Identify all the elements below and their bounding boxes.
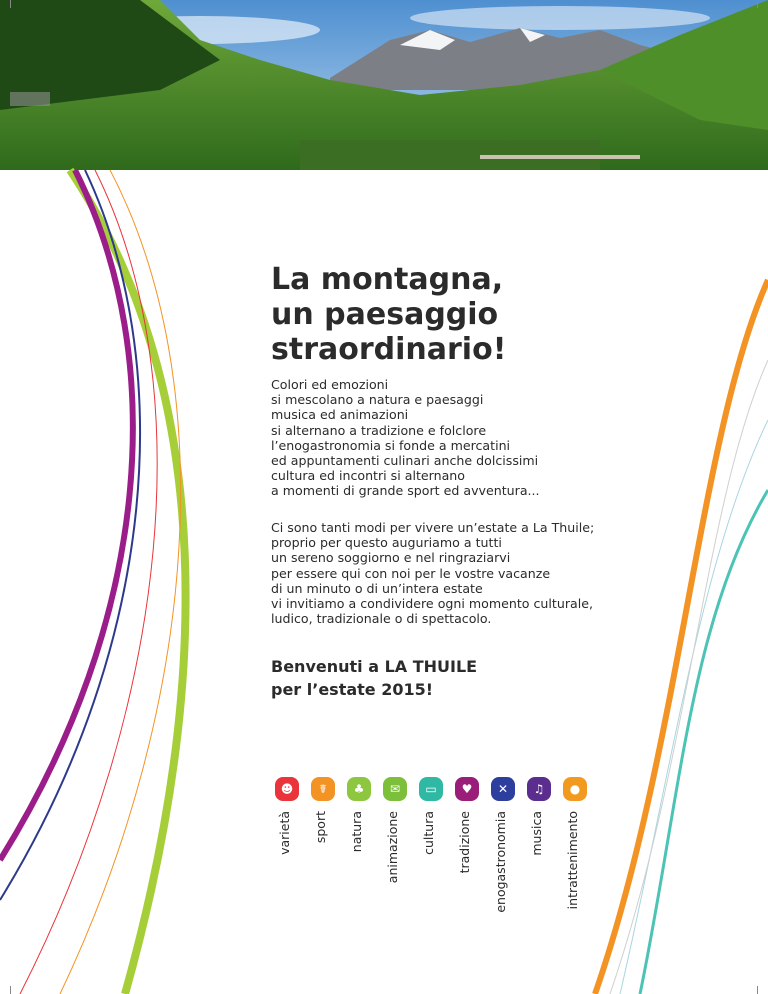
category-animazione — [382, 777, 408, 884]
text-line: Ci sono tanti modi per vivere un’estate a La Thuile; — [271, 520, 595, 535]
music-note-icon: ♫ — [527, 777, 551, 801]
category-label: musica — [529, 811, 544, 856]
heart-icon: ♥ — [455, 777, 479, 801]
category-label: enogastronomia — [493, 811, 508, 913]
balloon-icon: ● — [563, 777, 587, 801]
text-line: vi invitiamo a condividere ogni momento culturale, — [271, 596, 593, 612]
category-enogastronomia — [490, 777, 516, 913]
text-line: un sereno soggiorno e nel ringraziarvi — [271, 550, 511, 566]
text-line: per essere qui con noi per le vostre vacanze — [271, 565, 551, 581]
category-intrattenimento — [562, 777, 588, 910]
crop-mark — [10, 0, 11, 8]
welcome-line-1: Benvenuti a LA THUILE — [271, 657, 478, 676]
text-line: l’enogastronomia si fonde a mercatini — [271, 437, 511, 453]
headline-line-3: straordinario! — [271, 332, 507, 367]
text-line: ludico, tradizionale o di spettacolo. — [271, 611, 492, 627]
category-musica — [526, 777, 552, 856]
welcome-heading — [271, 655, 691, 701]
category-varieta — [274, 777, 300, 855]
category-sport — [310, 777, 336, 844]
crop-mark — [757, 986, 758, 994]
category-label: varietà — [277, 811, 292, 855]
text-line: musica ed animazioni — [271, 407, 409, 423]
welcome-line-2: per l’estate 2015! — [271, 680, 434, 699]
category-label: animazione — [385, 811, 400, 884]
text-line: ed appuntamenti culinari anche dolcissimi — [271, 453, 539, 469]
category-cultura — [418, 777, 444, 855]
text-line: proprio per questo auguriamo a tutti — [271, 535, 502, 551]
tree-icon: ♣ — [347, 777, 371, 801]
welcome-paragraph — [271, 520, 691, 626]
intro-paragraph — [271, 377, 691, 499]
text-line: Colori ed emozioni — [271, 377, 389, 392]
headline-line-1: La montagna, — [271, 262, 504, 297]
text-line: si mescolano a natura e paesaggi — [271, 392, 484, 408]
cutlery-icon: ✕ — [491, 777, 515, 801]
text-line: di un minuto o di un’intera estate — [271, 580, 483, 596]
category-label: intrattenimento — [565, 811, 580, 910]
speech-bubble-icon: ✉ — [383, 777, 407, 801]
crop-mark — [757, 0, 758, 8]
crop-mark — [10, 986, 11, 994]
category-natura — [346, 777, 372, 853]
masks-icon: ☻ — [275, 777, 299, 801]
category-label: tradizione — [457, 811, 472, 874]
category-label: natura — [349, 811, 364, 853]
category-label: cultura — [421, 811, 436, 855]
text-line: a momenti di grande sport ed avventura... — [271, 483, 540, 499]
category-label: sport — [313, 811, 328, 844]
headline-line-2: un paesaggio — [271, 297, 499, 332]
runner-icon: ☤ — [311, 777, 335, 801]
text-line: cultura ed incontri si alternano — [271, 468, 465, 484]
book-icon: ▭ — [419, 777, 443, 801]
text-line: si alternano a tradizione e folclore — [271, 422, 487, 438]
headline — [271, 262, 691, 367]
category-tradizione — [454, 777, 480, 874]
